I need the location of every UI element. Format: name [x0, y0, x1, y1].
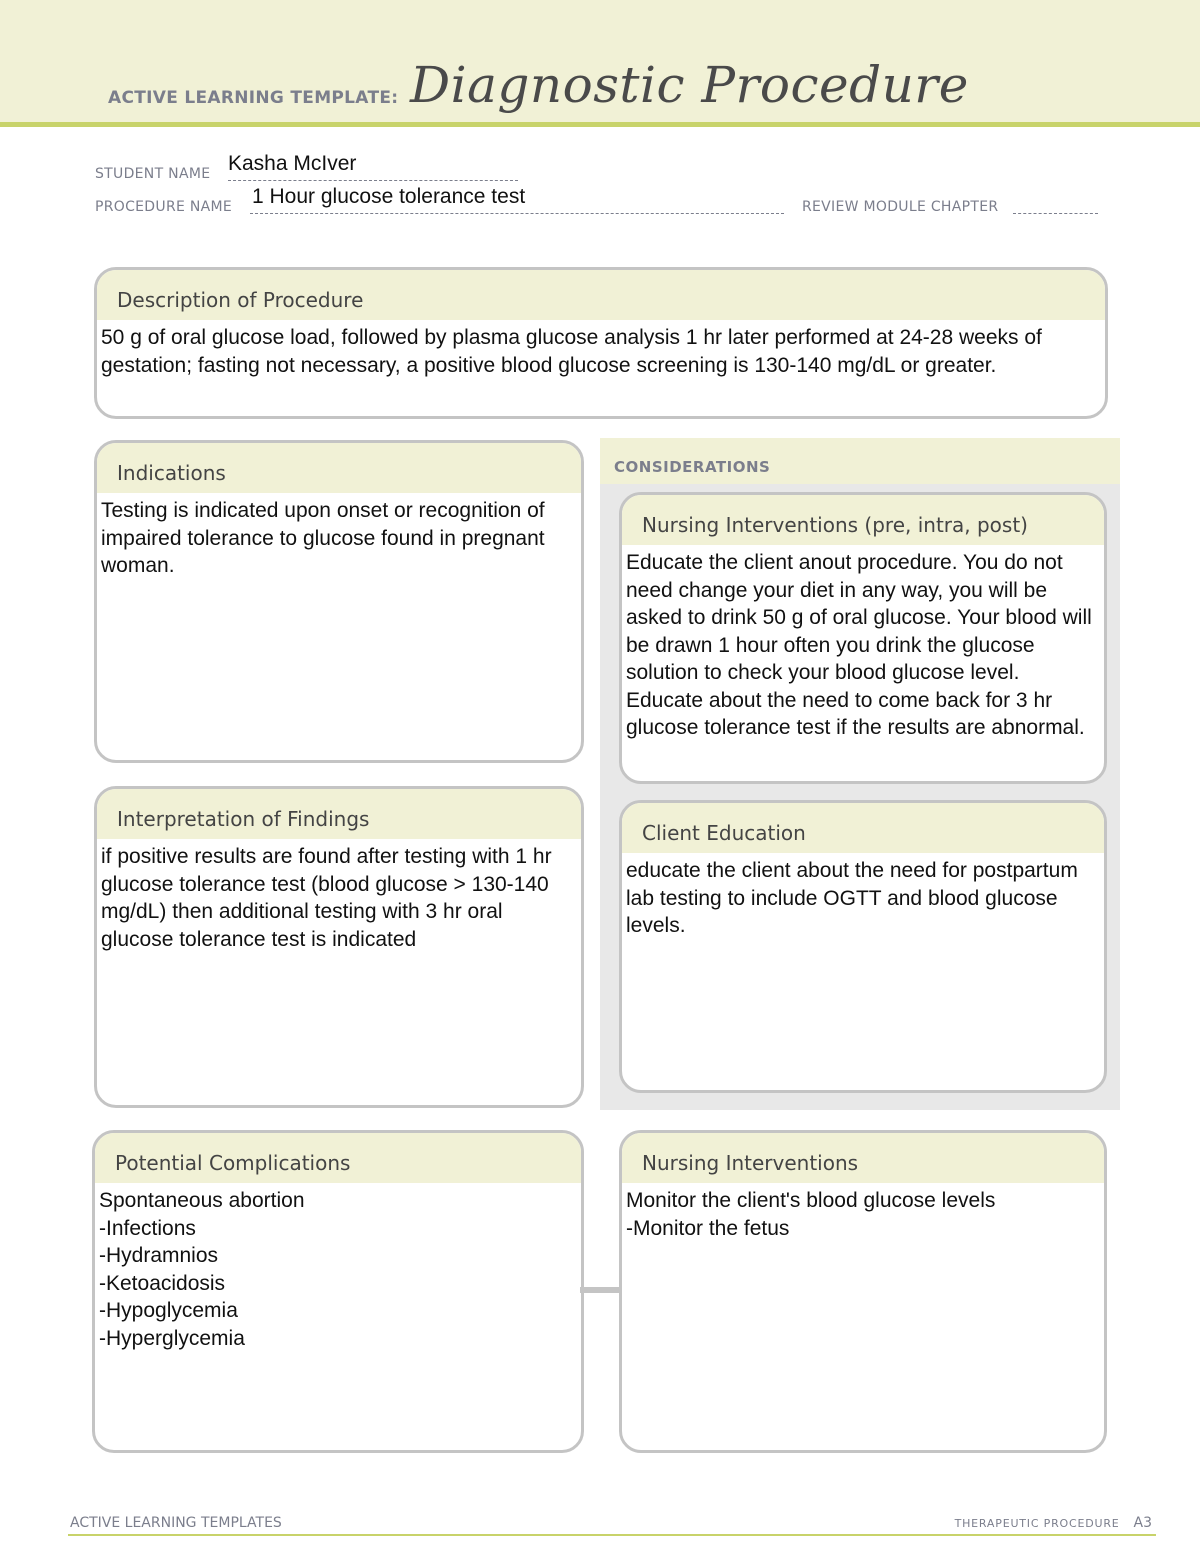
nursing-interventions-heading: Nursing Interventions	[622, 1133, 1104, 1183]
procedure-name-label: PROCEDURE NAME	[95, 199, 233, 215]
nursing-pre-intra-post-box	[619, 492, 1107, 784]
student-name-label: STUDENT NAME	[95, 166, 211, 182]
client-education-box	[619, 800, 1107, 1093]
description-heading: Description of Procedure	[97, 270, 1105, 320]
nursing-pre-intra-post-body[interactable]: Educate the client anout procedure. You do not need change your diet in any way, you will be asked to drink 50 g of oral glucose. Your blood will be drawn 1 hour often you drink the glucose solution to check your blood glucose level. Educate about the need to come back for 3 hr glucose tolerance test if the results are abnormal.	[626, 551, 1092, 739]
review-module-label: REVIEW MODULE CHAPTER	[802, 199, 999, 215]
footer-right	[955, 1515, 1152, 1531]
description-box	[94, 267, 1108, 419]
review-module-line	[1013, 213, 1098, 214]
nursing-interventions-box	[619, 1130, 1107, 1453]
student-name-line	[228, 180, 518, 181]
indications-box	[94, 440, 584, 763]
template-label: ACTIVE LEARNING TEMPLATE:	[108, 88, 399, 108]
interpretation-heading: Interpretation of Findings	[97, 789, 581, 839]
document-title: Diagnostic Procedure	[410, 56, 969, 114]
client-education-body[interactable]: educate the client about the need for postpartum lab testing to include OGTT and blood glucose levels.	[626, 859, 1078, 937]
complications-heading: Potential Complications	[95, 1133, 581, 1183]
client-education-heading: Client Education	[622, 803, 1104, 853]
box-connector	[580, 1287, 622, 1293]
nursing-interventions-body[interactable]: Monitor the client's blood glucose levels -Monitor the fetus	[626, 1189, 996, 1240]
complications-body[interactable]: Spontaneous abortion -Infections -Hydramnios -Ketoacidosis -Hypoglycemia -Hyperglycemia	[99, 1189, 305, 1350]
footer-section-label: THERAPEUTIC PROCEDURE	[954, 1517, 1120, 1530]
header-rule	[0, 122, 1200, 127]
procedure-name-line	[250, 213, 784, 214]
description-body[interactable]: 50 g of oral glucose load, followed by plasma glucose analysis 1 hr later performed at 24-28 weeks of gestation; fasting not necessary, a positive blood glucose screening is 130-140 mg/dL or greater.	[101, 326, 1042, 377]
procedure-name-value[interactable]: 1 Hour glucose tolerance test	[252, 185, 526, 208]
footer-left-label: ACTIVE LEARNING TEMPLATES	[70, 1515, 282, 1531]
footer-rule	[68, 1534, 1156, 1536]
nursing-pre-intra-post-heading: Nursing Interventions (pre, intra, post)	[622, 495, 1104, 545]
indications-body[interactable]: Testing is indicated upon onset or recognition of impaired tolerance to glucose found in pregnant woman.	[101, 499, 545, 577]
considerations-label: CONSIDERATIONS	[614, 458, 771, 476]
student-name-value[interactable]: Kasha McIver	[228, 152, 357, 175]
interpretation-box	[94, 786, 584, 1108]
footer-page-number: A3	[1133, 1515, 1152, 1531]
indications-heading: Indications	[97, 443, 581, 493]
interpretation-body[interactable]: if positive results are found after testing with 1 hr glucose tolerance test (blood glucose > 130-140 mg/dL) then additional testing with 3 hr oral glucose tolerance test is indicated	[101, 845, 552, 951]
complications-box	[92, 1130, 584, 1453]
